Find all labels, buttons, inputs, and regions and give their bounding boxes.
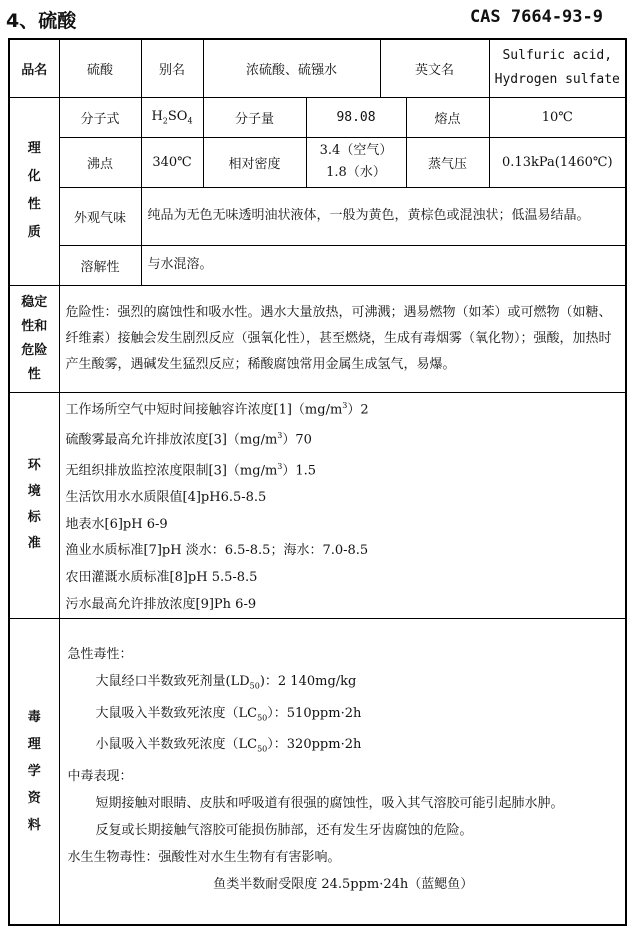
header xyxy=(0,0,633,38)
english-name-line-2: Hydrogen sulfate xyxy=(494,72,620,88)
tox-paragraph: 短期接触对眼睛、皮肤和呼吸道有很强的腐蚀性，吸入其气溶胶可能引起肺水肿。 xyxy=(95,796,564,812)
environment-row xyxy=(9,392,626,619)
env-line: 工作场所空气中短时间接触容许浓度$[1](mg/m^3)2$ xyxy=(65,400,369,417)
env-line: 渔业水质标准[7]pH 淡水：6.5-8.5；海水：7.0-8.5 xyxy=(65,543,369,559)
toxicology-row xyxy=(9,619,626,925)
stability-text: 危险性：强烈的腐蚀性和吸水性。遇水大量放热，可沸溅；遇易燃物（如苯）或可燃物（如糖、纤维素）接触会发生剧烈反应（强氧化性），甚至燃烧，生成有毒烟雾（氧化物）；强酸，加热时产生酸雾，遇碱发生猛烈反应；稀酸腐蚀常用金属生成氢气，易爆。 xyxy=(59,285,626,392)
name-row xyxy=(9,39,626,97)
stability-section-label: 稳定 性和 危险 性 xyxy=(9,285,59,392)
solubility-label: 溶解性 xyxy=(59,245,141,285)
appearance-value: 纯品为无色无味透明油状液体，一般为黄色，黄棕色或混浊状；低温易结晶。 xyxy=(141,187,626,245)
env-section-label: 环 境 标 准 xyxy=(9,392,59,619)
fish-toxicity: 鱼类半数耐受限度 24.5ppm·24h（蓝鳃鱼） xyxy=(213,877,474,893)
tox-line: 大鼠经口半数致死剂量$(LD_{50})$：2 140mg/kg xyxy=(95,674,357,691)
vp-value: 0.13kPa(1460℃) xyxy=(489,137,626,187)
alias-value: 浓硫酸、硫镪水 xyxy=(203,39,380,97)
formula-label: 分子式 xyxy=(59,97,141,137)
appearance-label: 外观气味 xyxy=(59,187,141,245)
mp-label: 熔点 xyxy=(406,97,489,137)
env-standards xyxy=(59,392,626,619)
tox-line: 小鼠吸入半数致死浓度$(LC_{50})$：320ppm·2h xyxy=(95,737,362,755)
english-name-value xyxy=(489,39,626,97)
env-line: 无组织排放监控浓度限制$[3](mg/m^3)1.5$ xyxy=(65,462,317,479)
name-value: 硫酸 xyxy=(59,39,141,97)
env-line: 地表水[6]pH 6-9 xyxy=(65,516,168,532)
vp-label: 蒸气压 xyxy=(406,137,489,187)
formula-row xyxy=(9,97,626,137)
cas-number: CAS 7664-93-9 xyxy=(469,7,603,27)
appearance-row xyxy=(9,187,626,245)
aquatic-toxicity: 水生生物毒性：强酸性对水生生物有有害影响。 xyxy=(67,850,341,866)
mw-label: 分子量 xyxy=(203,97,306,137)
english-name-label: 英文名 xyxy=(380,39,489,97)
physchem-section-label: 理 化 性 质 xyxy=(9,97,59,285)
solubility-value: 与水混溶。 xyxy=(141,245,626,285)
bp-value: 340℃ xyxy=(141,137,203,187)
env-line: 农田灌溉水质标准[8]pH 5.5-8.5 xyxy=(65,570,258,586)
msds-table xyxy=(8,38,627,926)
tox-paragraph: 反复或长期接触气溶胶可能损伤肺部，还有发生牙齿腐蚀的危险。 xyxy=(95,823,473,839)
density-value: 3.4（空气） 1.8（水） xyxy=(306,137,406,187)
bp-label: 沸点 xyxy=(59,137,141,187)
english-name-line-1: Sulfuric acid, xyxy=(502,48,613,64)
name-label: 品名 xyxy=(9,39,59,97)
env-line: 硫酸雾最高允许排放浓度$[3](mg/m^3)70$ xyxy=(65,431,312,448)
page-title: 4、硫酸 xyxy=(6,10,77,32)
acute-heading: 急性毒性： xyxy=(67,647,133,663)
density-label: 相对密度 xyxy=(203,137,306,187)
stability-row xyxy=(9,285,626,392)
boiling-row xyxy=(9,137,626,187)
formula-value: $H_2SO_4$ xyxy=(141,97,203,137)
solubility-row xyxy=(9,245,626,285)
alias-label: 别名 xyxy=(141,39,203,97)
poison-heading: 中毒表现： xyxy=(67,769,133,785)
mw-value: 98.08 xyxy=(306,97,406,137)
tox-content xyxy=(59,619,626,925)
tox-section-label: 毒 理 学 资 料 xyxy=(9,619,59,925)
env-line: 污水最高允许排放浓度[9]Ph 6-9 xyxy=(65,596,257,612)
env-line: 生活饮用水水质限值[4]pH6.5-8.5 xyxy=(65,490,267,506)
mp-value: 10℃ xyxy=(489,97,626,137)
tox-line: 大鼠吸入半数致死浓度$(LC_{50})$：510ppm·2h xyxy=(95,705,362,723)
